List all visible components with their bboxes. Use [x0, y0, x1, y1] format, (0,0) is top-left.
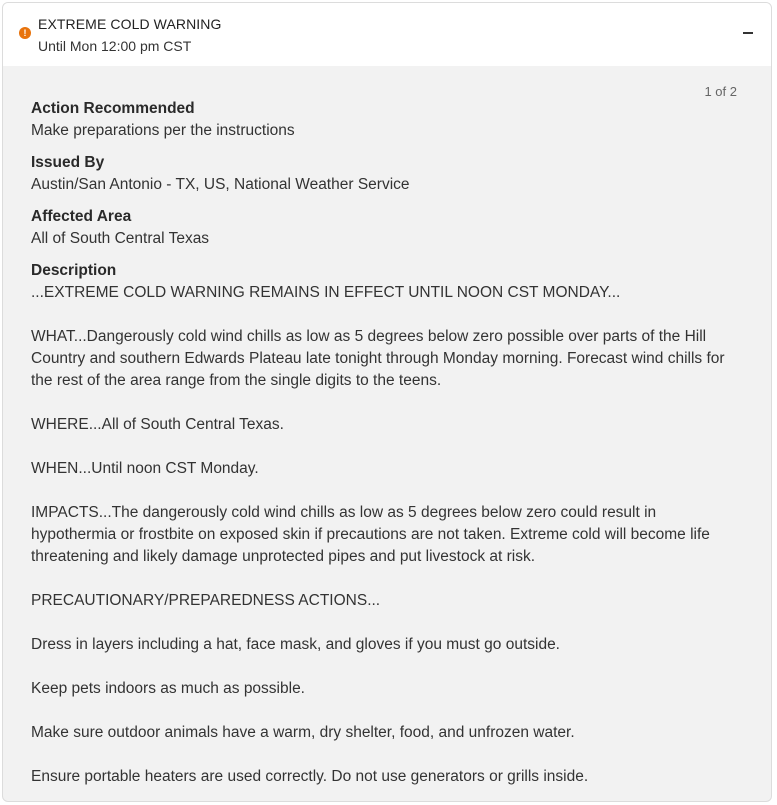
description-paragraph: PRECAUTIONARY/PREPAREDNESS ACTIONS... — [31, 592, 381, 609]
description-label: Description — [31, 262, 117, 279]
description-paragraph: WHEN...Until noon CST Monday. — [31, 460, 259, 477]
issued-by-section — [31, 152, 743, 196]
description-section — [31, 260, 743, 788]
alert-body — [3, 66, 771, 788]
action-recommended-section — [31, 66, 743, 142]
collapse-icon[interactable] — [743, 25, 753, 37]
description-paragraph: IMPACTS...The dangerously cold wind chills as low as 5 degrees below zero could result in hypothermia or frostbite on exposed skin if precautions are not taken. Extreme cold will become life threatening and likely damage unprotected pipes and put livestock at risk. — [31, 504, 710, 565]
affected-area-label: Affected Area — [31, 208, 132, 225]
description-paragraph: ...EXTREME COLD WARNING REMAINS IN EFFECT UNTIL NOON CST MONDAY... — [31, 284, 621, 301]
affected-area-section — [31, 206, 743, 250]
description-paragraph: Ensure portable heaters are used correctly. Do not use generators or grills inside. — [31, 768, 589, 785]
exclamation-icon: ! — [19, 27, 31, 39]
description-paragraph: Keep pets indoors as much as possible. — [31, 680, 305, 697]
action-recommended-value: Make preparations per the instructions — [31, 122, 295, 139]
description-paragraph: Dress in layers including a hat, face mask, and gloves if you must go outside. — [31, 636, 560, 653]
affected-area-value: All of South Central Texas — [31, 230, 210, 247]
description-paragraph: WHAT...Dangerously cold wind chills as low as 5 degrees below zero possible over parts of the Hill Country and southern Edwards Plateau late tonight through Monday morning. Forecast wind chills for the rest of the area range from the single digits to the teens. — [31, 328, 725, 389]
alert-header[interactable] — [3, 3, 771, 66]
alert-expiry: Until Mon 12:00 pm CST — [38, 38, 192, 54]
pagination-indicator: 1 of 2 — [704, 84, 737, 99]
alert-title: EXTREME COLD WARNING — [38, 16, 222, 32]
action-recommended-label: Action Recommended — [31, 100, 195, 117]
alert-card — [2, 2, 772, 802]
issued-by-value: Austin/San Antonio - TX, US, National Weather Service — [31, 176, 410, 193]
issued-by-label: Issued By — [31, 154, 105, 171]
description-paragraph: WHERE...All of South Central Texas. — [31, 416, 284, 433]
description-paragraph: Make sure outdoor animals have a warm, dry shelter, food, and unfrozen water. — [31, 724, 575, 741]
